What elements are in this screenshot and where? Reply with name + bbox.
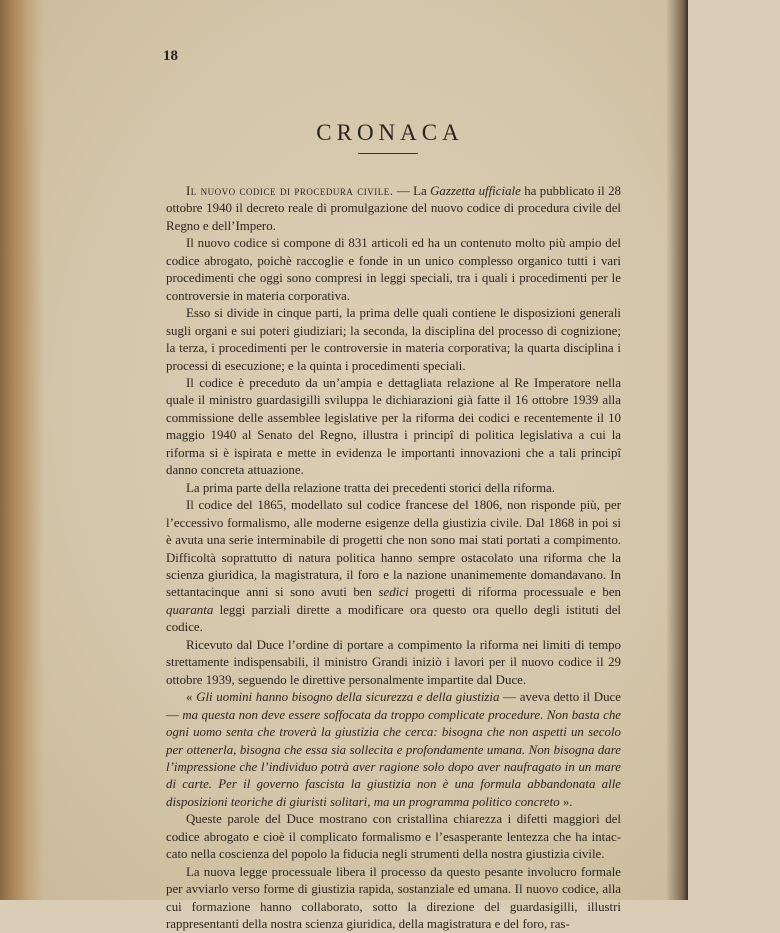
paragraph-text: Il nuovo codice di procedura civile. xyxy=(186,184,394,198)
body-paragraph xyxy=(166,689,621,811)
body-paragraph xyxy=(166,811,621,863)
body-paragraph xyxy=(166,864,621,933)
body-paragraph xyxy=(166,480,621,497)
page-number: 18 xyxy=(163,48,178,64)
paragraph-text: Gli uomini hanno bisogno della sicurezza e della giustizia xyxy=(196,690,500,705)
paragraph-text: ». xyxy=(559,794,573,809)
paragraph-text: leggi parziali dirette a modificare ora questo ora quello degli istituti del codice. xyxy=(166,602,621,635)
body-paragraph xyxy=(166,235,621,305)
section-title: CRONACA xyxy=(316,120,464,145)
paragraph-text: La prima parte della relazione tratta dei precedenti storici della riforma. xyxy=(186,480,555,495)
paragraph-text: Il nuovo codice si compone di 831 articoli ed ha un contenuto molto più ampio del codice abrogato, poichè raccoglie e fonde in un unico complesso organico tutti i vari procedimenti che oggi sono compresi in leggi speciali, tra i quali i procedimenti per le controversie in materia corporativa. xyxy=(166,236,621,303)
body-paragraph xyxy=(166,305,621,375)
paragraph-text: Esso si divide in cinque parti, la prima delle quali contiene le disposizioni generali sugli organi e sui poteri giudiziari; la seconda, la disciplina del processo di cognizione; la terza, i procedimenti per le controversie in materia corporativa; la quarta disciplina i processi di esecuzione; e la quinta i procedimenti speciali. xyxy=(166,306,621,373)
title-divider xyxy=(358,153,418,154)
paragraph-text: sedici xyxy=(378,585,409,600)
paragraph-text: — La xyxy=(393,184,431,198)
paragraph-text: ma questa non deve essere soffocata da troppo complicate procedure. Non basta che ogni uomo senta che troverà la giustizia che cerca: bisogna che non aspetti un secolo per ottenerla, bisogna che essa sia sollecita e profondamente umana. Non bisogna dare l’impressione che l’individuo potrà aver ragione solo dopo aver naufragato in un mare di carte. Per il governo fascista la giustizia non è una formula abbandonata alle disposizioni teoriche di giuristi solitari, ma un programma politico concreto xyxy=(166,707,621,809)
body-paragraph xyxy=(166,375,621,480)
paragraph-text: Ricevuto dal Duce l’ordine di portare a compimento la riforma nei limiti di tempo strettamente indispensabili, il ministro Grandi iniziò i lavori per il nuovo codice il 29 ottobre 1939, seguendo le direttive personalmente impartite dal Duce. xyxy=(166,637,621,687)
paragraph-text: La nuova legge processuale libera il processo da questo pesante involucro formale per avviarlo verso forme di giustizia rapida, sostanziale ed umana. Il nuovo codice, alla cui formazione hanno collaborato, sotto la direzione del guardasigilli, illustri rappresentanti della nostra scienza giuridica, della magistratura e del foro, ras- xyxy=(166,864,621,932)
paragraph-text: progetti di riforma processuale e ben xyxy=(408,585,621,600)
paragraph-text: — aveva detto il Duce — xyxy=(166,690,621,722)
paragraph-text: Il codice del 1865, modellato sul codice francese del 1806, non risponde più, per l’eccessivo formalismo, alle moderne esigenze della giustizia civile. Dal 1868 in poi si è avuta una serie interminabile di progetti che non sono mai stati portati a compimento. Difficoltà soprattutto di natura politica hanno sempre ostacolato una riforma che la scienza giuridica, la magistratura, il foro e la nazione unanimemente domandavano. In settantacinque anni si sono avuti ben xyxy=(166,498,621,600)
paragraph-text: « xyxy=(186,690,197,705)
paragraph-text: Queste parole del Duce mostrano con cristallina chiarezza i difetti maggiori del codice abrogato e cioè il complicato formalismo e l’esasperante lentezza che ha intaccato nella coscienza del popolo la fiducia negli strumenti della nostra giustizia civile. xyxy=(166,812,621,862)
article-body xyxy=(166,183,621,933)
body-paragraph xyxy=(166,497,621,637)
body-paragraph xyxy=(166,183,621,235)
paragraph-text: ha pubblicato il 28 ottobre 1940 il decreto reale di promulgazione del nuovo codice di procedura civile del Regno e dell’Impero. xyxy=(166,184,621,233)
paragraph-text: Il codice è preceduto da un’ampia e dettagliata relazione al Re Imperatore nella quale il ministro guardasigilli sviluppa le dichiarazioni già fatte il 16 ottobre 1939 alla commissione delle assemblee legislative per la riforma dei codici e recentemente il 10 maggio 1940 al Senato del Regno, illustra i principî di politica legislativa a cui la riforma si è ispirata e mette in evidenza le importanti innovazioni che a tali principî danno concreta attuazione. xyxy=(166,375,621,478)
body-paragraph xyxy=(166,637,621,689)
paragraph-text: quaranta xyxy=(166,602,214,617)
paragraph-text: Gazzetta ufficiale xyxy=(430,184,521,198)
